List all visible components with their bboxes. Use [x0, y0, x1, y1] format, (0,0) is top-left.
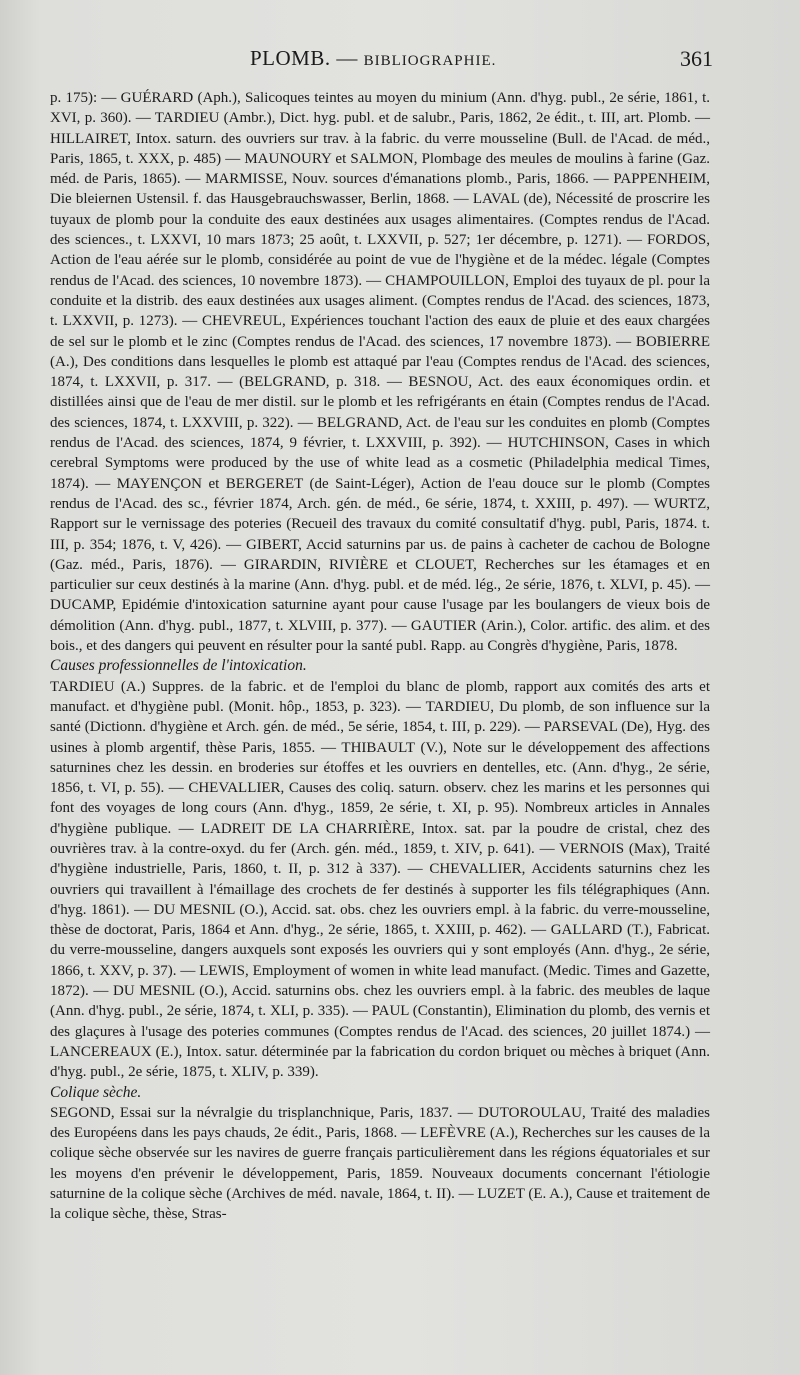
running-title: PLOMB. — [250, 46, 364, 70]
running-subtitle: BIBLIOGRAPHIE. [363, 53, 497, 69]
running-head [250, 46, 496, 71]
bibliography-paragraph: TARDIEU (A.) Suppres. de la fabric. et de l'emploi du blanc de plomb, rapport aux comités des arts et manufact. et d'hygiène publ. (Monit. hôp., 1853, p. 323). — TARDIEU, Du plomb, de son influence sur la santé (Dictionn. d'hygiène et Arch. gén. de méd., 5e série, 1854, t. III, p. 229). — PARSEVAL (De), Hyg. des usines à plomb argentif, thèse Paris, 1855. — THIBAULT (V.), Note sur le développement des affections saturnines chez les dessin. en broderies sur étoffes et les ouvriers en dentelles, etc. (Ann. d'hyg., 2e série, 1856, t. VI, p. 55). — CHEVALLIER, Causes des coliq. saturn. observ. chez les marins et les personnes qui font des voyages de long cours (Ann. d'hyg., 1859, 2e série, t. XI, p. 95). Nombreux articles in Annales d'hygiène publique. — LADREIT DE LA CHARRIÈRE, Intox. sat. par la poudre de cristal, chez des ouvrières trav. à la contre-oxyd. du fer (Arch. gén. méd., 1859, t. XIV, p. 641). — VERNOIS (Max), Traité d'hygiène industrielle, Paris, 1860, t. II, p. 312 à 337). — CHEVALLIER, Accidents saturnins chez les ouvriers qui travaillent à l'émaillage des crochets de fer destinés à supporter les fils télégraphiques (Ann. d'hyg. 1861). — DU MESNIL (O.), Accid. sat. obs. chez les ouvriers empl. à la fabric. du verre-mousseline, thèse de doctorat, Paris, 1864 et Ann. d'hyg., 2e série, 1865, t. XXIII, p. 462). — GALLARD (T.), Fabricat. du verre-mousseline, dangers auxquels sont exposés les ouvriers qui y sont employés (Ann. d'hyg., 2e série, 1866, t. XXV, p. 37). — LEWIS, Employment of women in white lead manufact. (Medic. Times and Gazette, 1872). — DU MESNIL (O.), Accid. saturnins obs. chez les ouvriers empl. à la fabric. des meubles de laque (Ann. d'hyg. publ., 2e série, 1874, t. XLI, p. 335). — PAUL (Constantin), Elimination du plomb, des vernis et des glaçures à l'usage des poteries communes (Comptes rendus de l'Acad. des sciences, 20 juillet 1874.) — LANCEREAUX (E.), Intox. satur. déterminée par la fabrication du cordon briquet ou mèches à briquet (Ann. d'hyg. publ., 2e série, 1875, t. XLIV, p. 339). [50, 678, 710, 1081]
section-heading-causes-professionnelles: Causes professionnelles de l'intoxication. [50, 657, 307, 675]
page-header [0, 46, 800, 82]
page-number: 361 [680, 46, 713, 71]
bibliography-paragraph: p. 175): — GUÉRARD (Aph.), Salicoques teintes au moyen du minium (Ann. d'hyg. publ., 2e série, 1861, t. XVI, p. 360). — TARDIEU (Ambr.), Dict. hyg. publ. et de salubr., Paris, 1862, 2e édit., t. III, art. Plomb. — HILLAIRET, Intox. saturn. des ouvriers sur trav. à la fabric. du verre mousseline (Bull. de l'Acad. de méd., Paris, 1865, t. XXX, p. 485) — MAUNOURY et SALMON, Plombage des meules de moulins à farine (Gaz. méd. de Paris, 1865). — MARMISSE, Nouv. sources d'émanations plomb., Paris, 1866. — PAPPENHEIM, Die bleiernen Ustensil. f. das Hausgebrauchswasser, Berlin, 1868. — LAVAL (de), Nécessité de proscrire les tuyaux de plomb pour la conduite des eaux destinées aux usages alimentaires. (Comptes rendus de l'Acad. des sciences., t. LXXVI, 10 mars 1873; 25 août, t. LXXVII, p. 527; 1er décembre, p. 1271). — FORDOS, Action de l'eau aérée sur le plomb, considérée au point de vue de l'hygiène et de la médec. légale (Comptes rendus de l'Acad. des sciences, 10 novembre 1873). — CHAMPOUILLON, Emploi des tuyaux de pl. pour la conduite et la distrib. des eaux destinées aux usages aliment. (Comptes rendus de l'Acad. des sciences, 1873, t. LXXVII, p. 1273). — CHEVREUL, Expériences touchant l'action des eaux de pluie et des eaux chargées de sel sur le plomb et le zinc (Comptes rendus de l'Acad. des sciences, 17 novembre 1873). — BOBIERRE (A.), Des conditions dans lesquelles le plomb est attaqué par l'eau (Comptes rendus de l'Acad. des sciences, 1874, t. LXXVII, p. 317. — (BELGRAND, p. 318. — BESNOU, Act. des eaux économiques ordin. et distillées ainsi que de l'eau de mer distil. sur le plomb et les refrigérants en étain (Comptes rendus de l'Acad. des sciences, 1874, t. LXXVIII, p. 322). — BELGRAND, Act. de l'eau sur les conduites en plomb (Comptes rendus de l'Acad. des sciences, 1874, 9 février, t. LXXVIII, p. 392). — HUTCHINSON, Cases in which cerebral Symptoms were produced by the use of white lead as a cosmetic (Philadelphia medical Times, 1874). — MAYENÇON et BERGERET (de Saint-Léger), Action de l'eau douce sur le plomb (Comptes rendus de l'Acad. des sc., février 1874, Arch. gén. de méd., 6e série, 1874, t. XXIII, p. 497). — WURTZ, Rapport sur le vernissage des poteries (Recueil des travaux du comité consultatif d'hyg. publ, Paris, 1874. t. III, p. 354; 1876, t. V, 426). — GIBERT, Accid saturnins par us. de pains à cacheter de cachou de Bologne (Gaz. méd., Paris, 1876). — GIRARDIN, RIVIÈRE et CLOUET, Recherches sur les étamages et en particulier sur ceux destinés à la marine (Ann. d'hyg. publ. et de méd. lég., 2e série, 1876, t. XLVI, p. 45). — DUCAMP, Epidémie d'intoxication saturnine ayant pour cause l'usage par les boulangers de vieux bois de démolition (Ann. d'hyg. publ., 1877, t. XLVIII, p. 377). — GAUTIER (Arin.), Color. artific. des alim. et des bois., et des dangers qui peuvent en résulter pour la santé publ. Rapp. au Congrès d'hygiène, Paris, 1878. [50, 90, 710, 655]
section-heading-colique-seche: Colique sèche. [50, 1083, 142, 1101]
bibliography-body [50, 88, 710, 1225]
bibliography-paragraph: SEGOND, Essai sur la névralgie du trisplanchnique, Paris, 1837. — DUTOROULAU, Traité des maladies des Européens dans les pays chauds, 2e édit., Paris, 1868. — LEFÈVRE (A.), Recherches sur les causes de la colique sèche observée sur les navires de guerre français particulièrement dans les régions équatoriales et sur les moyens d'en prévenir le développement, Paris, 1859. Nouveaux documents concernant l'étiologie saturnine de la colique sèche (Archives de méd. navale, 1864, t. II). — LUZET (E. A.), Cause et traitement de la colique sèche, thèse, Stras- [50, 1104, 710, 1223]
